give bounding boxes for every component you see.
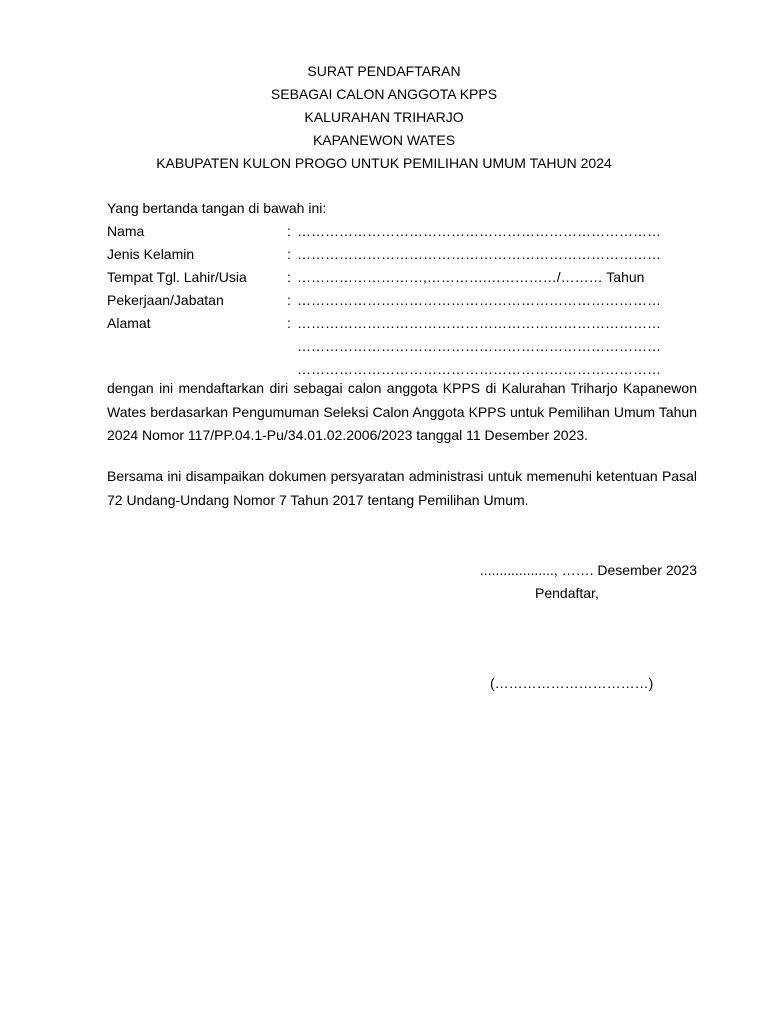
field-alamat-continuation — [107, 335, 707, 358]
field-pekerjaan — [107, 289, 707, 312]
field-blank: ………………………,………….……………/……… Tahun — [297, 269, 645, 285]
field-colon: : — [287, 292, 291, 308]
body-paragraph-documents: Bersama ini disampaikan dokumen persyaratan administrasi untuk memenuhi ketentuan Pasal 72 Undang-Undang Nomor 7 Tahun 2017 tentang Pemilihan Umum. — [107, 468, 697, 508]
title-line-5: KABUPATEN KULON PROGO UNTUK PEMILIHAN UMUM TAHUN 2024 — [156, 155, 612, 171]
intro-text: Yang bertanda tangan di bawah ini: — [107, 200, 327, 216]
field-blank: …………………………………………………………………… — [297, 338, 661, 354]
field-blank: …………………………………………………………………… — [297, 292, 661, 308]
body-paragraph-registration: dengan ini mendaftarkan diri sebagai calon anggota KPPS di Kalurahan Triharjo Kapanewon Wates berdasarkan Pengumuman Seleksi Calon Anggota KPPS untuk Pemilihan Umum Tahun 2024 Nomor 117/PP.04.1-Pu/34.01.02.2006/2023 tanggal 11 Desember 2023. — [107, 380, 697, 443]
document-title — [0, 60, 768, 175]
field-alamat — [107, 312, 707, 335]
signature-date: ..................., ……. Desember 2023 — [479, 562, 697, 578]
field-tempat-tgl-lahir — [107, 266, 707, 289]
title-line-3: KALURAHAN TRIHARJO — [304, 109, 464, 125]
field-label: Nama — [107, 223, 145, 239]
field-colon: : — [287, 269, 291, 285]
form-fields — [107, 220, 707, 381]
field-label: Alamat — [107, 315, 151, 331]
field-colon: : — [287, 246, 291, 262]
field-blank: …………………………………………………………………… — [297, 246, 661, 262]
field-blank: …………………………………………………………………… — [297, 315, 661, 331]
field-blank: …………………………………………………………………… — [297, 223, 661, 239]
field-label: Jenis Kelamin — [107, 246, 195, 262]
field-blank: …………………………………………………………………… — [297, 361, 661, 377]
title-line-4: KAPANEWON WATES — [312, 132, 456, 148]
title-line-1: SURAT PENDAFTARAN — [307, 63, 461, 79]
field-colon: : — [287, 315, 291, 331]
field-jenis-kelamin — [107, 243, 707, 266]
signature-name-placeholder: (……………………………) — [490, 675, 654, 691]
field-label: Tempat Tgl. Lahir/Usia — [107, 269, 247, 285]
signer-label: Pendaftar, — [535, 585, 599, 601]
field-colon: : — [287, 223, 291, 239]
title-line-2: SEBAGAI CALON ANGGOTA KPPS — [270, 86, 498, 102]
field-nama — [107, 220, 707, 243]
field-label: Pekerjaan/Jabatan — [107, 292, 224, 308]
